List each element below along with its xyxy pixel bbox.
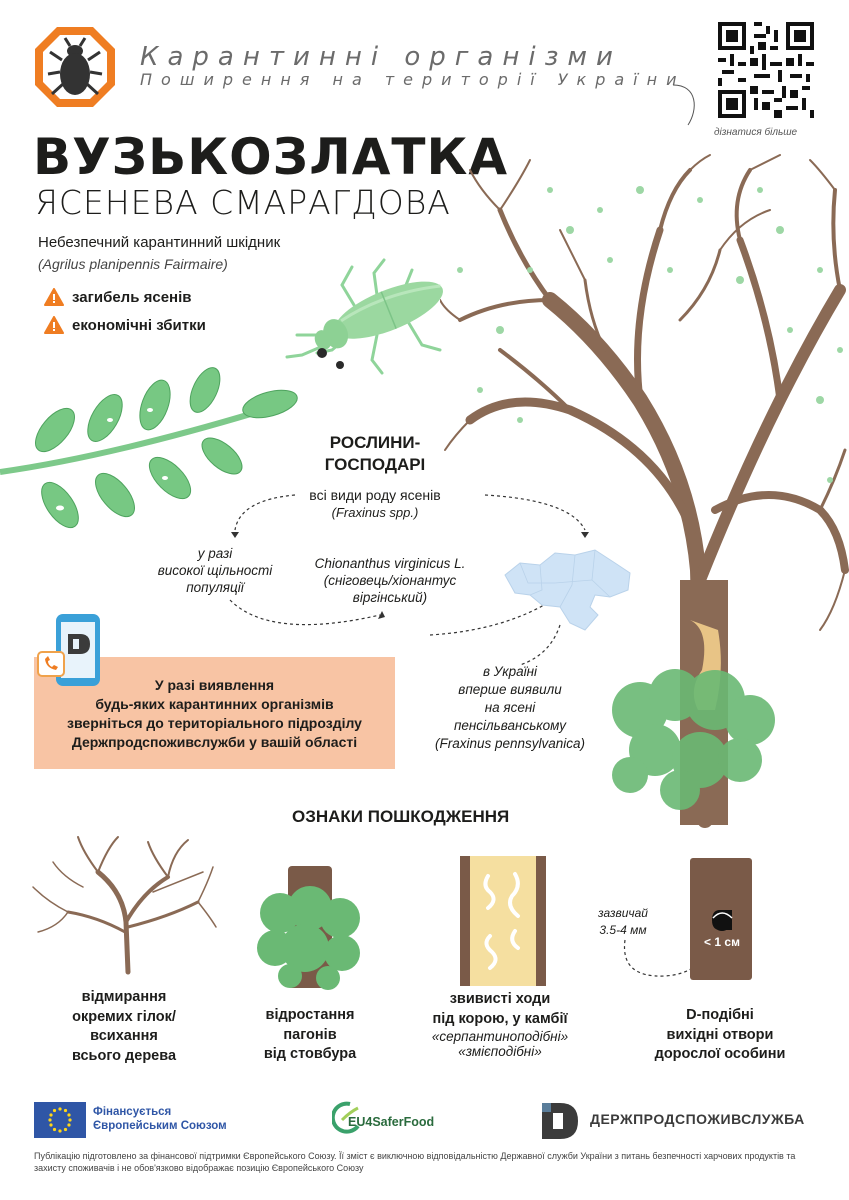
note-line: в Україні bbox=[482, 664, 538, 679]
note-line: (Fraxinus pennsylvanica) bbox=[434, 736, 586, 751]
page-title: ВУЗЬКОЗЛАТКА bbox=[33, 128, 509, 186]
exit-hole-trunk-illustration bbox=[690, 858, 752, 980]
note-line: зазвичай bbox=[598, 906, 648, 920]
trunk-regrowth-illustration bbox=[250, 858, 370, 990]
contact-line: Держпродспоживслужби у вашій області bbox=[71, 734, 358, 750]
eu-funding-line: Європейським Союзом bbox=[93, 1120, 227, 1132]
quarantine-logo-icon bbox=[32, 24, 118, 110]
emerald-ash-borer-beetle-illustration bbox=[282, 255, 452, 380]
warning-label: загибель ясенів bbox=[72, 288, 192, 306]
note-line: на ясені bbox=[484, 700, 536, 715]
caption-line: відмирання bbox=[81, 989, 167, 1005]
host-plants-title-line: ГОСПОДАРІ bbox=[324, 455, 426, 474]
caption-line: під корою, у камбії bbox=[432, 1010, 568, 1027]
host-main: всі види роду ясенів bbox=[309, 487, 441, 503]
host-plants-title-line: РОСЛИНИ- bbox=[329, 433, 421, 452]
series-title: Карантинні організми bbox=[140, 42, 622, 72]
pest-latin-name: (Agrilus planipennis Fairmaire) bbox=[38, 256, 228, 272]
caption-line: всього дерева bbox=[71, 1047, 177, 1064]
note-line: 3.5-4 мм bbox=[599, 923, 647, 937]
dieback-tree-illustration bbox=[28, 832, 218, 977]
note-line: віргінський) bbox=[352, 590, 428, 605]
eu-funding-line: Фінансується bbox=[93, 1106, 172, 1118]
dps-logo-text: ДЕРЖПРОДСПОЖИВСЛУЖБА bbox=[590, 1111, 805, 1127]
host-plants-title bbox=[300, 432, 450, 476]
eu-funding-text bbox=[93, 1105, 227, 1133]
qr-code-icon[interactable] bbox=[718, 22, 814, 118]
connector-curve bbox=[668, 80, 708, 130]
chionanthus-note bbox=[300, 555, 480, 606]
note-line: популяції bbox=[186, 580, 244, 595]
caption-line: пагонів bbox=[283, 1026, 337, 1043]
footer-disclaimer: Публікацію підготовлено за фінансової підтримки Європейського Союзу. Її зміст є виключною відповідальністю Державної служби України з питань безпечності харчових продуктів та захисту споживачів і не обов'язково відображає позицію Європейського Союзу bbox=[34, 1151, 796, 1173]
note-line: вперше виявили bbox=[458, 682, 562, 697]
warning-item bbox=[44, 288, 191, 306]
caption-line: «серпантиноподібні» bbox=[431, 1029, 569, 1044]
caption-line: D-подібні bbox=[686, 1007, 754, 1023]
warning-label: економічні збитки bbox=[72, 316, 206, 334]
galleries-caption bbox=[405, 990, 595, 1059]
contact-line: будь-яких карантинних організмів bbox=[95, 696, 334, 712]
note-line: (сніговець/хіонантус bbox=[323, 573, 457, 588]
caption-line: звивисті ходи bbox=[449, 991, 551, 1007]
ukraine-first-detection bbox=[405, 663, 615, 753]
caption-line: відростання bbox=[265, 1007, 355, 1023]
host-main-latin: (Fraxinus spp.) bbox=[331, 505, 419, 520]
warning-icon bbox=[44, 316, 64, 334]
contact-line: зверніться до територіального підрозділу bbox=[67, 715, 362, 731]
hole-size-label: < 1 см bbox=[704, 935, 740, 949]
series-subtitle: Поширення на території України bbox=[140, 70, 686, 89]
caption-line: від стовбура bbox=[263, 1046, 357, 1062]
pest-description: Небезпечний карантинний шкідник bbox=[38, 234, 281, 251]
eu4saferfood-logo-text: EU4SaferFood bbox=[348, 1115, 435, 1129]
caption-line: дорослої особини bbox=[654, 1046, 786, 1062]
eu-flag-icon bbox=[34, 1102, 86, 1138]
qr-caption: дізнатися більше bbox=[714, 127, 798, 138]
high-density-note bbox=[140, 545, 290, 596]
warning-icon bbox=[44, 288, 64, 306]
bark-galleries-illustration bbox=[460, 856, 546, 986]
dieback-caption bbox=[34, 988, 214, 1066]
warning-item bbox=[44, 316, 206, 334]
note-line: у разі bbox=[197, 546, 233, 561]
caption-line: вихідні отвори bbox=[666, 1026, 774, 1043]
caption-line: всихання bbox=[90, 1028, 158, 1044]
contact-text bbox=[34, 676, 395, 752]
damage-signs-title: ОЗНАКИ ПОШКОДЖЕННЯ bbox=[292, 807, 510, 826]
usually-size-note bbox=[583, 905, 663, 939]
caption-line: окремих гілок/ bbox=[72, 1008, 176, 1025]
regrowth-caption bbox=[240, 1006, 380, 1065]
note-line: пенсільванському bbox=[453, 718, 567, 733]
note-line: високої щільності bbox=[157, 563, 273, 578]
page-subtitle: ЯСЕНЕВА СМАРАГДОВА bbox=[35, 183, 451, 222]
note-line: Chionanthus virginicus L. bbox=[314, 556, 466, 571]
contact-line: У разі виявлення bbox=[154, 677, 275, 693]
exit-holes-caption bbox=[630, 1006, 810, 1065]
caption-line: «змієподібні» bbox=[458, 1044, 542, 1059]
dps-logo-icon bbox=[540, 1101, 580, 1141]
